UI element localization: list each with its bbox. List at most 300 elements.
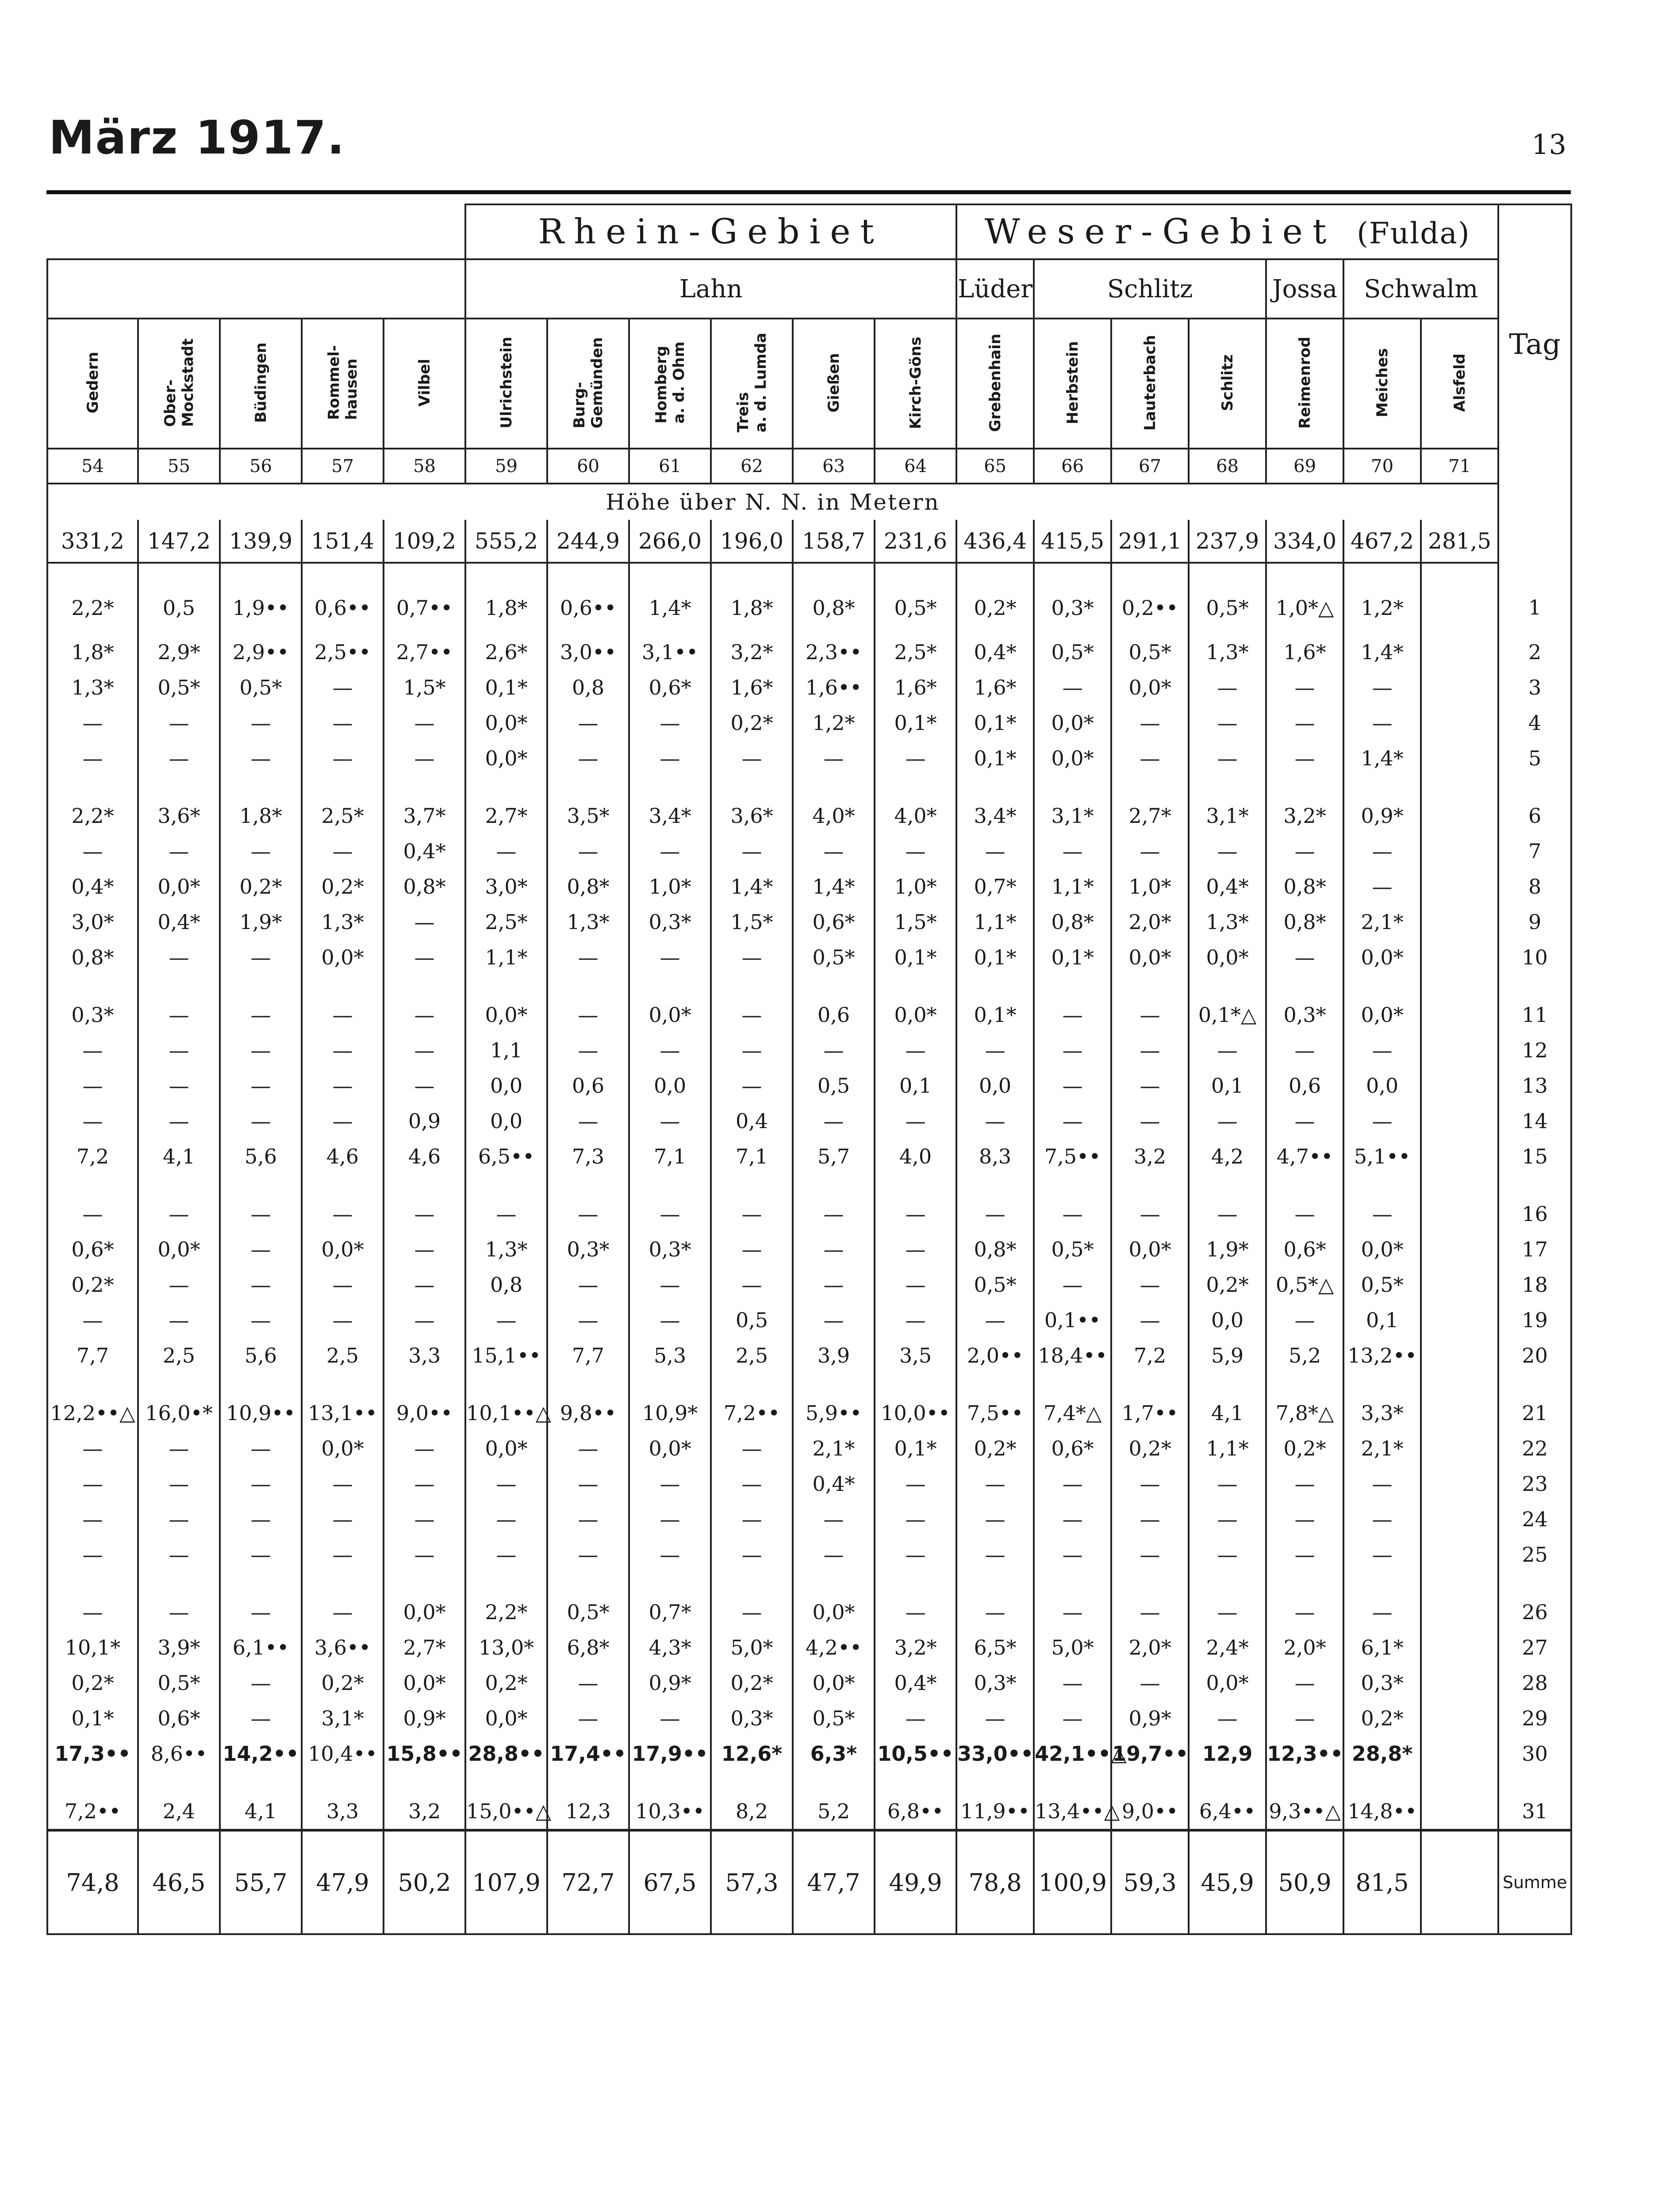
table-cell: 2,1* — [1343, 904, 1421, 940]
station-header — [1111, 319, 1189, 449]
table-cell: 1,4* — [1343, 741, 1421, 776]
table-cell: — — [465, 1302, 547, 1338]
table-cell — [1421, 1033, 1498, 1068]
table-cell: — — [1343, 1537, 1421, 1572]
table-cell — [1421, 904, 1498, 940]
table-cell: — — [220, 1267, 302, 1302]
table-cell: 1,5* — [875, 904, 956, 940]
table-cell: 6,1•• — [220, 1630, 302, 1665]
table-cell: 0,3* — [711, 1701, 793, 1736]
table-cell: 5,0* — [1034, 1630, 1111, 1665]
station-name: Homberg a. d. Ohm — [652, 342, 688, 424]
table-cell: 0,2* — [1189, 1267, 1266, 1302]
table-cell: — — [1111, 1466, 1189, 1502]
table-row — [47, 776, 1571, 833]
table-cell: 7,7 — [47, 1338, 138, 1373]
table-cell: — — [547, 1665, 629, 1701]
table-row — [47, 1431, 1571, 1466]
station-name: Grebenhain — [986, 333, 1004, 432]
table-cell — [1421, 1302, 1498, 1338]
table-cell: — — [302, 975, 384, 1033]
day-number: 11 — [1498, 975, 1571, 1033]
table-cell: 3,1* — [302, 1701, 384, 1736]
table-cell: — — [547, 1033, 629, 1068]
table-cell: — — [220, 1033, 302, 1068]
table-cell: — — [1266, 833, 1343, 869]
table-cell: 1,9* — [220, 904, 302, 940]
day-number: 6 — [1498, 776, 1571, 833]
table-cell: — — [547, 975, 629, 1033]
day-number: 2 — [1498, 634, 1571, 670]
station-number: 55 — [138, 449, 220, 484]
day-number: 26 — [1498, 1572, 1571, 1630]
table-cell: 2,0* — [1266, 1630, 1343, 1665]
table-cell: 0,4* — [875, 1665, 956, 1701]
region-weser-label: Weser-Gebiet — [984, 212, 1336, 252]
day-number: 17 — [1498, 1232, 1571, 1267]
table-cell: — — [47, 1302, 138, 1338]
page-number: 13 — [1531, 128, 1566, 161]
table-cell: 0,5* — [220, 670, 302, 705]
station-name: Lauterbach — [1141, 334, 1159, 431]
station-elevation: 158,7 — [793, 520, 875, 563]
table-cell: 9,0•• — [1111, 1771, 1189, 1830]
table-cell: — — [1034, 1665, 1111, 1701]
table-cell: — — [302, 741, 384, 776]
table-cell: — — [956, 1701, 1034, 1736]
table-cell: 0,5* — [1111, 634, 1189, 670]
table-cell — [1421, 1736, 1498, 1771]
table-cell: — — [956, 1103, 1034, 1139]
station-name: Rommel- hausen — [325, 345, 361, 420]
table-row — [47, 1302, 1571, 1338]
table-cell: 0,4* — [138, 904, 220, 940]
day-number: 4 — [1498, 705, 1571, 741]
station-name: Schlitz — [1218, 354, 1236, 411]
station-elevation: 436,4 — [956, 520, 1034, 563]
table-cell: 0,6* — [793, 904, 875, 940]
table-cell: — — [47, 1174, 138, 1232]
table-cell: 2,1* — [1343, 1431, 1421, 1466]
table-cell: — — [711, 1502, 793, 1537]
table-cell: 0,8* — [47, 940, 138, 975]
table-cell: 0,5* — [1189, 563, 1266, 634]
table-cell: 0,3* — [1034, 563, 1111, 634]
table-cell: — — [1034, 1068, 1111, 1103]
table-cell: 4,6 — [302, 1139, 384, 1174]
table-cell: — — [220, 1068, 302, 1103]
table-cell: — — [711, 1466, 793, 1502]
table-cell: — — [793, 1537, 875, 1572]
river-jossa: Jossa — [1266, 259, 1343, 319]
table-cell: 0,6* — [138, 1701, 220, 1736]
table-row — [47, 975, 1571, 1033]
table-cell: 6,5* — [956, 1630, 1034, 1665]
table-cell: 0,7* — [956, 869, 1034, 904]
table-cell: — — [793, 833, 875, 869]
table-cell: — — [138, 1502, 220, 1537]
table-cell — [1421, 1267, 1498, 1302]
table-cell: — — [220, 1103, 302, 1139]
table-cell: 0,0* — [629, 1431, 711, 1466]
sum-cell: 81,5 — [1343, 1830, 1421, 1934]
station-header — [547, 319, 629, 449]
table-cell: 0,1* — [956, 741, 1034, 776]
table-cell: 7,8*△ — [1266, 1373, 1343, 1431]
table-cell: 6,8•• — [875, 1771, 956, 1830]
table-cell: 16,0•* — [138, 1373, 220, 1431]
table-cell: — — [711, 975, 793, 1033]
table-cell — [1421, 1771, 1498, 1830]
table-cell: 4,6 — [384, 1139, 465, 1174]
day-number: 31 — [1498, 1771, 1571, 1830]
table-cell: — — [711, 1174, 793, 1232]
table-cell: 0,2* — [302, 1665, 384, 1701]
table-cell: 10,9•• — [220, 1373, 302, 1431]
table-cell: — — [1111, 1103, 1189, 1139]
hoehe-label: Höhe über N. N. in Metern — [47, 484, 1498, 520]
table-cell: 1,6•• — [793, 670, 875, 705]
table-cell — [1421, 1103, 1498, 1139]
table-cell: 0,1* — [465, 670, 547, 705]
summe-label: Summe — [1498, 1830, 1571, 1934]
table-cell: 0,0* — [302, 940, 384, 975]
table-cell: — — [384, 1174, 465, 1232]
station-name: Gedern — [84, 352, 102, 414]
table-cell: — — [1034, 975, 1111, 1033]
table-cell — [1421, 563, 1498, 634]
table-cell: 2,9* — [138, 634, 220, 670]
table-cell: — — [302, 1502, 384, 1537]
table-cell: — — [956, 833, 1034, 869]
table-cell: 0,3* — [629, 904, 711, 940]
station-header — [1343, 319, 1421, 449]
table-cell: — — [302, 1174, 384, 1232]
table-cell: — — [1189, 741, 1266, 776]
table-cell: — — [138, 1572, 220, 1630]
table-cell: 5,1•• — [1343, 1139, 1421, 1174]
table-cell: 10,1••△ — [465, 1373, 547, 1431]
table-cell: 4,2 — [1189, 1139, 1266, 1174]
table-cell: 3,3 — [384, 1338, 465, 1373]
day-number: 21 — [1498, 1373, 1571, 1431]
station-number: 68 — [1189, 449, 1266, 484]
table-cell: — — [1034, 1103, 1111, 1139]
table-cell: 0,0* — [138, 869, 220, 904]
table-cell: — — [547, 940, 629, 975]
station-header — [1034, 319, 1111, 449]
table-cell: 3,0•• — [547, 634, 629, 670]
table-cell: — — [384, 1537, 465, 1572]
table-cell: 0,0* — [302, 1232, 384, 1267]
table-cell: — — [138, 1174, 220, 1232]
table-cell: 6,3* — [793, 1736, 875, 1771]
table-cell: — — [47, 1068, 138, 1103]
table-cell: — — [302, 1267, 384, 1302]
table-cell: 0,5* — [1343, 1267, 1421, 1302]
table-cell: 0,8* — [1266, 904, 1343, 940]
table-cell: — — [465, 833, 547, 869]
table-cell: — — [547, 1431, 629, 1466]
table-cell: 0,0 — [465, 1103, 547, 1139]
day-number: 8 — [1498, 869, 1571, 904]
table-cell — [1421, 1537, 1498, 1572]
table-cell: 1,6* — [711, 670, 793, 705]
table-cell — [1421, 1174, 1498, 1232]
table-cell: — — [1111, 1665, 1189, 1701]
table-cell: 1,3* — [547, 904, 629, 940]
table-cell: — — [1189, 1103, 1266, 1139]
table-cell: 3,0* — [47, 904, 138, 940]
table-cell: — — [465, 1537, 547, 1572]
table-cell: 2,3•• — [793, 634, 875, 670]
table-cell: 2,2* — [47, 776, 138, 833]
table-cell: 1,0* — [629, 869, 711, 904]
region-rhein: Rhein-Gebiet — [465, 204, 956, 259]
table-cell: 1,1* — [956, 904, 1034, 940]
table-cell: 6,1* — [1343, 1630, 1421, 1665]
table-cell: — — [1034, 1033, 1111, 1068]
table-cell: — — [793, 1033, 875, 1068]
table-cell — [1421, 1373, 1498, 1431]
table-cell: 6,5•• — [465, 1139, 547, 1174]
table-cell: — — [384, 904, 465, 940]
table-cell: 2,5 — [138, 1338, 220, 1373]
table-cell: — — [875, 1267, 956, 1302]
table-cell: — — [1266, 1665, 1343, 1701]
table-cell: — — [875, 1701, 956, 1736]
table-cell: 0,0* — [1189, 940, 1266, 975]
table-cell: 0,0* — [465, 1701, 547, 1736]
table-cell: — — [220, 1466, 302, 1502]
table-cell: 13,4••△ — [1034, 1771, 1111, 1830]
table-cell: — — [1343, 670, 1421, 705]
table-cell: 1,8* — [47, 634, 138, 670]
table-cell: 2,5•• — [302, 634, 384, 670]
day-number: 13 — [1498, 1068, 1571, 1103]
table-cell: — — [629, 1701, 711, 1736]
station-number: 63 — [793, 449, 875, 484]
day-number: 29 — [1498, 1701, 1571, 1736]
table-cell: 0,2* — [956, 1431, 1034, 1466]
table-cell: — — [875, 1537, 956, 1572]
table-cell: 4,0* — [793, 776, 875, 833]
table-row — [47, 1771, 1571, 1830]
table-cell: 0,1* — [956, 975, 1034, 1033]
table-cell: 28,8* — [1343, 1736, 1421, 1771]
table-cell: — — [384, 1267, 465, 1302]
table-cell: — — [711, 940, 793, 975]
table-cell: — — [1266, 1103, 1343, 1139]
table-cell: 28,8•• — [465, 1736, 547, 1771]
table-cell: — — [711, 741, 793, 776]
table-cell: 0,0* — [465, 1431, 547, 1466]
station-elevation: 147,2 — [138, 520, 220, 563]
table-cell: 12,3•• — [1266, 1736, 1343, 1771]
table-cell — [1421, 705, 1498, 741]
table-cell: — — [47, 705, 138, 741]
table-cell: — — [1034, 1537, 1111, 1572]
table-cell: 1,6* — [875, 670, 956, 705]
table-cell: 3,4* — [956, 776, 1034, 833]
table-cell: — — [220, 975, 302, 1033]
table-row — [47, 940, 1571, 975]
table-row — [47, 634, 1571, 670]
table-cell: 2,7* — [465, 776, 547, 833]
table-cell: 2,7•• — [384, 634, 465, 670]
station-number: 67 — [1111, 449, 1189, 484]
table-cell: — — [1111, 1537, 1189, 1572]
table-cell: 0,3* — [547, 1232, 629, 1267]
station-elevation: 291,1 — [1111, 520, 1189, 563]
table-cell: 0,1* — [875, 1431, 956, 1466]
table-cell — [1421, 869, 1498, 904]
table-cell: 2,5* — [465, 904, 547, 940]
table-cell: 3,4* — [629, 776, 711, 833]
table-cell: — — [547, 833, 629, 869]
table-cell: 1,1* — [1034, 869, 1111, 904]
table-cell: — — [711, 833, 793, 869]
station-number: 65 — [956, 449, 1034, 484]
table-cell: 12,2••△ — [47, 1373, 138, 1431]
table-cell — [1421, 634, 1498, 670]
station-name: Gießen — [825, 353, 843, 413]
station-elevation: 555,2 — [465, 520, 547, 563]
table-cell: — — [1266, 1502, 1343, 1537]
table-cell: 0,6 — [793, 975, 875, 1033]
table-cell: 0,0* — [1189, 1665, 1266, 1701]
table-cell: 0,4* — [1189, 869, 1266, 904]
table-cell: 17,3•• — [47, 1736, 138, 1771]
table-cell: 0,7* — [629, 1572, 711, 1630]
table-cell: 0,8* — [547, 869, 629, 904]
table-cell: 0,5* — [956, 1267, 1034, 1302]
table-cell: — — [1189, 1572, 1266, 1630]
table-cell: 0,2* — [302, 869, 384, 904]
day-number: 20 — [1498, 1338, 1571, 1373]
table-cell: 0,0* — [1034, 741, 1111, 776]
table-cell: — — [793, 1103, 875, 1139]
table-cell: 4,2•• — [793, 1630, 875, 1665]
table-cell: 6,4•• — [1189, 1771, 1266, 1830]
table-cell: 2,1* — [793, 1431, 875, 1466]
table-cell: 1,3* — [465, 1232, 547, 1267]
station-header — [629, 319, 711, 449]
station-number: 61 — [629, 449, 711, 484]
table-cell: 2,5* — [302, 776, 384, 833]
day-number: 9 — [1498, 904, 1571, 940]
station-elevation: 151,4 — [302, 520, 384, 563]
table-cell: 3,5 — [875, 1338, 956, 1373]
table-cell: — — [1343, 705, 1421, 741]
table-cell: — — [302, 1572, 384, 1630]
table-cell: 0,0 — [1189, 1302, 1266, 1338]
table-cell: 2,4* — [1189, 1630, 1266, 1665]
table-cell: 0,2•• — [1111, 563, 1189, 634]
table-cell: 0,2* — [1343, 1701, 1421, 1736]
table-row — [47, 1068, 1571, 1103]
table-cell: 4,1 — [220, 1771, 302, 1830]
table-cell: 17,9•• — [629, 1736, 711, 1771]
table-cell: 0,0* — [465, 975, 547, 1033]
table-cell: — — [629, 1033, 711, 1068]
table-cell: 0,1•• — [1034, 1302, 1111, 1338]
table-cell: — — [956, 1537, 1034, 1572]
table-cell: 0,2* — [711, 1665, 793, 1701]
river-schlitz: Schlitz — [1034, 259, 1266, 319]
table-cell: — — [1266, 1466, 1343, 1502]
table-cell: — — [629, 1537, 711, 1572]
table-cell: 2,5* — [875, 634, 956, 670]
table-cell: 0,0* — [1343, 975, 1421, 1033]
table-row — [47, 1630, 1571, 1665]
station-number: 64 — [875, 449, 956, 484]
table-cell: 4,0* — [875, 776, 956, 833]
table-row — [47, 1232, 1571, 1267]
table-cell: — — [384, 975, 465, 1033]
station-number: 62 — [711, 449, 793, 484]
table-cell: — — [220, 741, 302, 776]
table-cell: — — [138, 1537, 220, 1572]
table-cell: 10,3•• — [629, 1771, 711, 1830]
table-cell: — — [547, 1502, 629, 1537]
table-cell: — — [956, 1302, 1034, 1338]
table-cell: 0,8* — [956, 1232, 1034, 1267]
table-cell: 12,3 — [547, 1771, 629, 1830]
table-cell: — — [384, 1502, 465, 1537]
table-cell: 1,4* — [1343, 634, 1421, 670]
river-blank — [47, 259, 465, 319]
table-cell: — — [302, 670, 384, 705]
table-cell: 1,1* — [1189, 1431, 1266, 1466]
table-cell: 3,2* — [875, 1630, 956, 1665]
table-cell: 10,9* — [629, 1373, 711, 1431]
table-cell: — — [1189, 1174, 1266, 1232]
table-cell: 2,6* — [465, 634, 547, 670]
table-row — [47, 1502, 1571, 1537]
station-number: 66 — [1034, 449, 1111, 484]
table-cell: 1,1* — [465, 940, 547, 975]
region-weser — [956, 204, 1498, 259]
station-header — [47, 319, 138, 449]
table-cell: 13,1•• — [302, 1373, 384, 1431]
table-row — [47, 1033, 1571, 1068]
table-cell: 0,2* — [1111, 1431, 1189, 1466]
table-cell: — — [629, 1267, 711, 1302]
table-cell: 1,8* — [711, 563, 793, 634]
station-number: 58 — [384, 449, 465, 484]
table-cell: — — [220, 940, 302, 975]
table-cell: — — [220, 1232, 302, 1267]
table-cell: 0,0* — [302, 1431, 384, 1466]
table-cell: — — [1111, 1572, 1189, 1630]
table-cell: 0,7•• — [384, 563, 465, 634]
table-cell: 0,5* — [875, 563, 956, 634]
table-cell: 0,1* — [956, 705, 1034, 741]
table-row — [47, 1267, 1571, 1302]
station-elevation: 231,6 — [875, 520, 956, 563]
station-name: Büdingen — [252, 342, 270, 423]
table-cell — [1421, 1572, 1498, 1630]
table-cell: 0,5* — [138, 1665, 220, 1701]
table-cell: 0,6* — [1034, 1431, 1111, 1466]
table-cell: — — [629, 1466, 711, 1502]
station-elevation: 331,2 — [47, 520, 138, 563]
table-cell: 0,9* — [1111, 1701, 1189, 1736]
table-row — [47, 1466, 1571, 1502]
table-cell — [1421, 1338, 1498, 1373]
table-cell: — — [138, 741, 220, 776]
